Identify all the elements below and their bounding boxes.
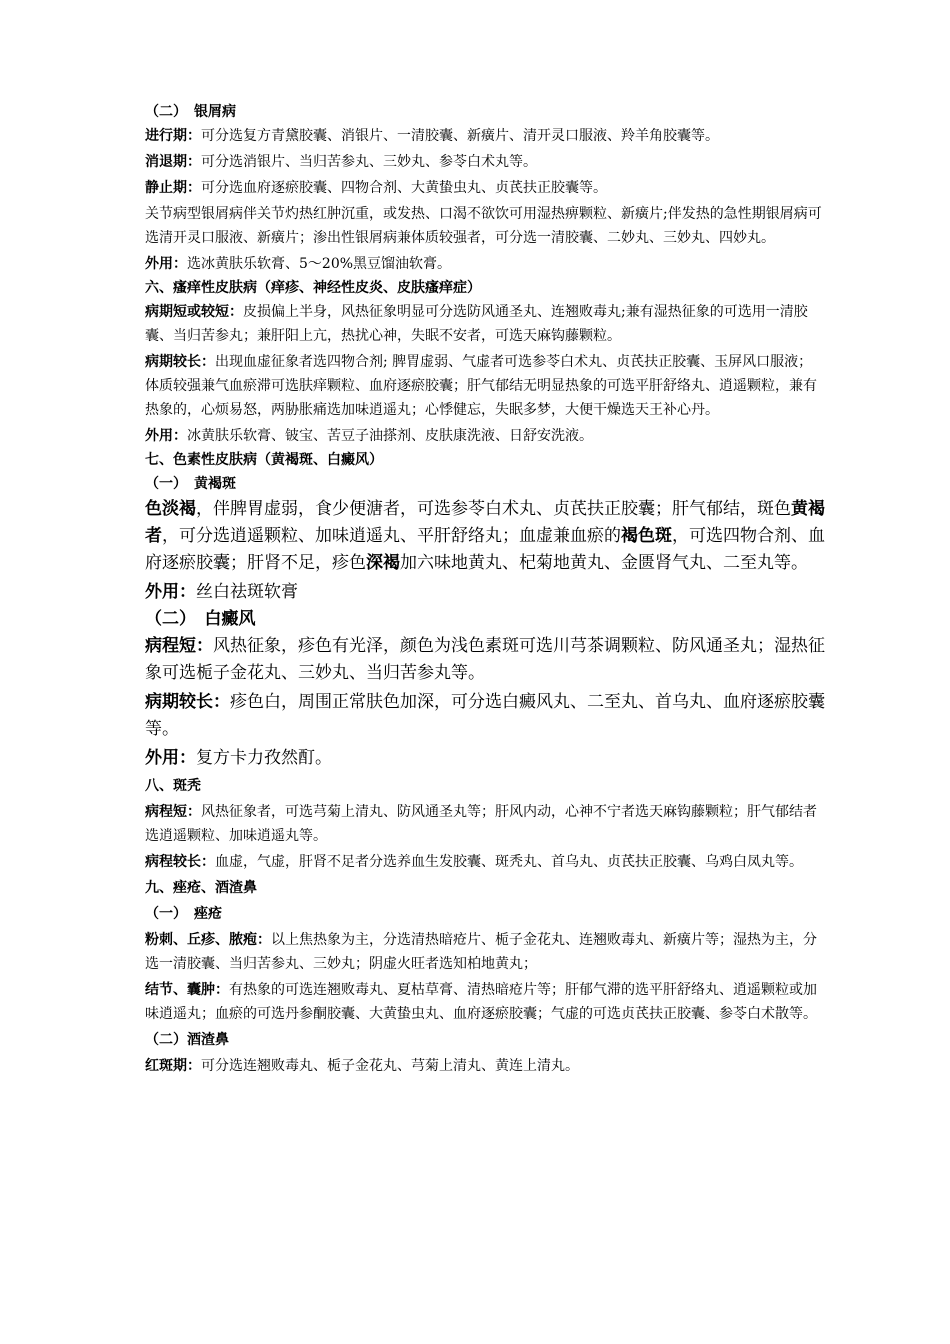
section-heading-alopecia: 八、斑秃 (145, 778, 201, 794)
text-pruritic-short: 皮损偏上半身，风热征象明显可分选防风通圣丸、连翘败毒丸;兼有湿热征象的可选用一清胶囊、当归苦参丸；兼肝阳上亢，热扰心神，失眠不安者，可选天麻钩藤颗粒。 (145, 304, 808, 344)
label-vitiligo-short: 病程短： (145, 636, 213, 656)
text-pruritic-long: 出现血虚征象者选四物合剂; 脾胃虚弱、气虚者可选参苓白术丸、贞芪扶正胶囊、玉屏风口服液；体质较强兼气血瘀滞可选肤痒颗粒、血府逐瘀胶囊；肝气郁结无明显热象的可选平肝舒络丸、逍遥颗粒，兼有热象的，心烦易怒，两胁胀痛选加味逍遥丸；心悸健忘，失眠多梦，大便干燥选天王补心丹。 (145, 354, 817, 418)
emph-yellow-brown: 黄褐者 (145, 499, 825, 546)
label-acne-papule: 粉刺、丘疹、脓疱： (145, 932, 271, 948)
paragraph-progressive-stage (145, 124, 825, 148)
text-chloasma-external: 丝白祛斑软膏 (196, 582, 298, 602)
emph-deep-brown: 深褐 (366, 553, 400, 573)
label-pruritic-short: 病期短或较短： (145, 304, 243, 320)
label-alopecia-short: 病程短： (145, 804, 201, 820)
label-vitiligo-long: 病期较长： (145, 692, 230, 712)
text-vitiligo-short: 风热征象，疹色有光泽，颜色为浅色素斑可选川芎茶调颗粒、防风通圣丸；湿热征象可选栀子金花丸、三妙丸、当归苦参丸等。 (145, 636, 825, 683)
paragraph-pruritic-short (145, 300, 825, 348)
section-heading-pruritic: 六、瘙痒性皮肤病（痒疹、神经性皮炎、皮肤瘙痒症） (145, 280, 481, 296)
label-acne-nodule: 结节、囊肿： (145, 982, 229, 998)
paragraph-regressive-stage (145, 150, 825, 174)
text-vitiligo-long: 疹色白，周围正常肤色加深，可分选白癜风丸、二至丸、首乌丸、血府逐瘀胶囊等。 (145, 692, 825, 739)
label-stationary: 静止期： (145, 180, 201, 196)
subheading-vitiligo: （二） 白癜风 (145, 609, 256, 629)
paragraph-alopecia-long (145, 850, 825, 874)
label-vitiligo-external: 外用： (145, 748, 196, 768)
label-rosacea-erythema: 红斑期： (145, 1058, 201, 1074)
label-chloasma-external: 外用： (145, 582, 196, 602)
text-acne-nodule: 有热象的可选连翘败毒丸、夏枯草膏、清热暗疮片等；肝郁气滞的选平肝舒络丸、逍遥颗粒或加味逍遥丸；血瘀的可选丹参酮胶囊、大黄蛰虫丸、血府逐瘀胶囊；气虚的可选贞芪扶正胶囊、参苓白术散等。 (145, 982, 817, 1022)
paragraph-vitiligo-long (145, 689, 825, 743)
label-progressive: 进行期： (145, 128, 201, 144)
paragraph-chloasma-external (145, 579, 825, 606)
text-pruritic-external: 冰黄肤乐软膏、铍宝、苦豆子油搽剂、皮肤康洗液、日舒安洗液。 (187, 428, 593, 444)
subheading-acne: （一） 痤疮 (145, 906, 222, 922)
paragraph-vitiligo-external (145, 745, 825, 772)
document-content (145, 100, 825, 1078)
section-heading-acne-rosacea: 九、痤疮、酒渣鼻 (145, 880, 257, 896)
paragraph-vitiligo-short (145, 633, 825, 687)
paragraph-joint-psoriasis: 关节病型银屑病伴关节灼热红肿沉重，或发热、口渴不欲饮可用湿热痹颗粒、新癀片;伴发热的急性期银屑病可选清开灵口服液、新癀片；渗出性银屑病兼体质较强者，可分选一清胶囊、二妙丸、三妙丸、四妙丸。 (145, 206, 822, 246)
text-progressive: 可分选复方青黛胶囊、消银片、一清胶囊、新癀片、清开灵口服液、羚羊角胶囊等。 (201, 128, 719, 144)
text-chloasma-1: ，伴脾胃虚弱，食少便溏者，可选参苓白术丸、贞芪扶正胶囊；肝气郁结，斑色 (196, 499, 791, 519)
section-heading-psoriasis: （二） 银屑病 (145, 104, 236, 120)
section-heading-pigment: 七、色素性皮肤病（黄褐斑、白癜风） (145, 452, 383, 468)
text-rosacea-erythema: 可分选连翘败毒丸、栀子金花丸、芎菊上清丸、黄连上清丸。 (201, 1058, 579, 1074)
text-alopecia-short: 风热征象者，可选芎菊上清丸、防风通圣丸等；肝风内动，心神不宁者选天麻钩藤颗粒；肝气郁结者选逍遥颗粒、加味逍遥丸等。 (145, 804, 817, 844)
text-vitiligo-external: 复方卡力孜然酊。 (196, 748, 332, 768)
paragraph-rosacea-erythema (145, 1054, 825, 1078)
text-alopecia-long: 血虚，气虚，肝肾不足者分选养血生发胶囊、斑秃丸、首乌丸、贞芪扶正胶囊、乌鸡白凤丸等。 (215, 854, 803, 870)
label-pruritic-long: 病期较长： (145, 354, 215, 370)
text-regressive: 可分选消银片、当归苦参丸、三妙丸、参苓白术丸等。 (201, 154, 537, 170)
paragraph-acne-nodule (145, 978, 825, 1026)
text-chloasma-3: ，可选四物合剂、血府逐瘀胶囊；肝肾不足，疹色 (145, 526, 825, 573)
text-chloasma-4: 加六味地黄丸、杞菊地黄丸、金匮肾气丸、二至丸等。 (400, 553, 808, 573)
label-alopecia-long: 病程较长： (145, 854, 215, 870)
subheading-chloasma: （一） 黄褐斑 (145, 476, 236, 492)
paragraph-stationary-stage (145, 176, 825, 200)
paragraph-alopecia-short (145, 800, 825, 848)
label-psoriasis-external: 外用： (145, 256, 187, 272)
emph-light-brown: 色淡褐 (145, 499, 196, 519)
text-chloasma-2: ，可分选逍遥颗粒、加味逍遥丸、平肝舒络丸；血虚兼血瘀的 (162, 526, 621, 546)
paragraph-pruritic-external (145, 424, 825, 448)
subheading-rosacea: （二）酒渣鼻 (145, 1032, 229, 1048)
text-stationary: 可分选血府逐瘀胶囊、四物合剂、大黄蛰虫丸、贞芪扶正胶囊等。 (201, 180, 607, 196)
label-regressive: 消退期： (145, 154, 201, 170)
paragraph-chloasma (145, 496, 825, 577)
paragraph-psoriasis-external (145, 252, 825, 276)
paragraph-acne-papule (145, 928, 825, 976)
text-psoriasis-external: 选冰黄肤乐软膏、5～20%黑豆馏油软膏。 (187, 256, 452, 272)
label-pruritic-external: 外用： (145, 428, 187, 444)
text-acne-papule: 以上焦热象为主，分选清热暗疮片、栀子金花丸、连翘败毒丸、新癀片等；湿热为主，分选一清胶囊、当归苦参丸、三妙丸；阴虚火旺者选知柏地黄丸； (145, 932, 817, 972)
paragraph-pruritic-long (145, 350, 825, 422)
emph-brown-spot: 褐色斑 (621, 526, 672, 546)
